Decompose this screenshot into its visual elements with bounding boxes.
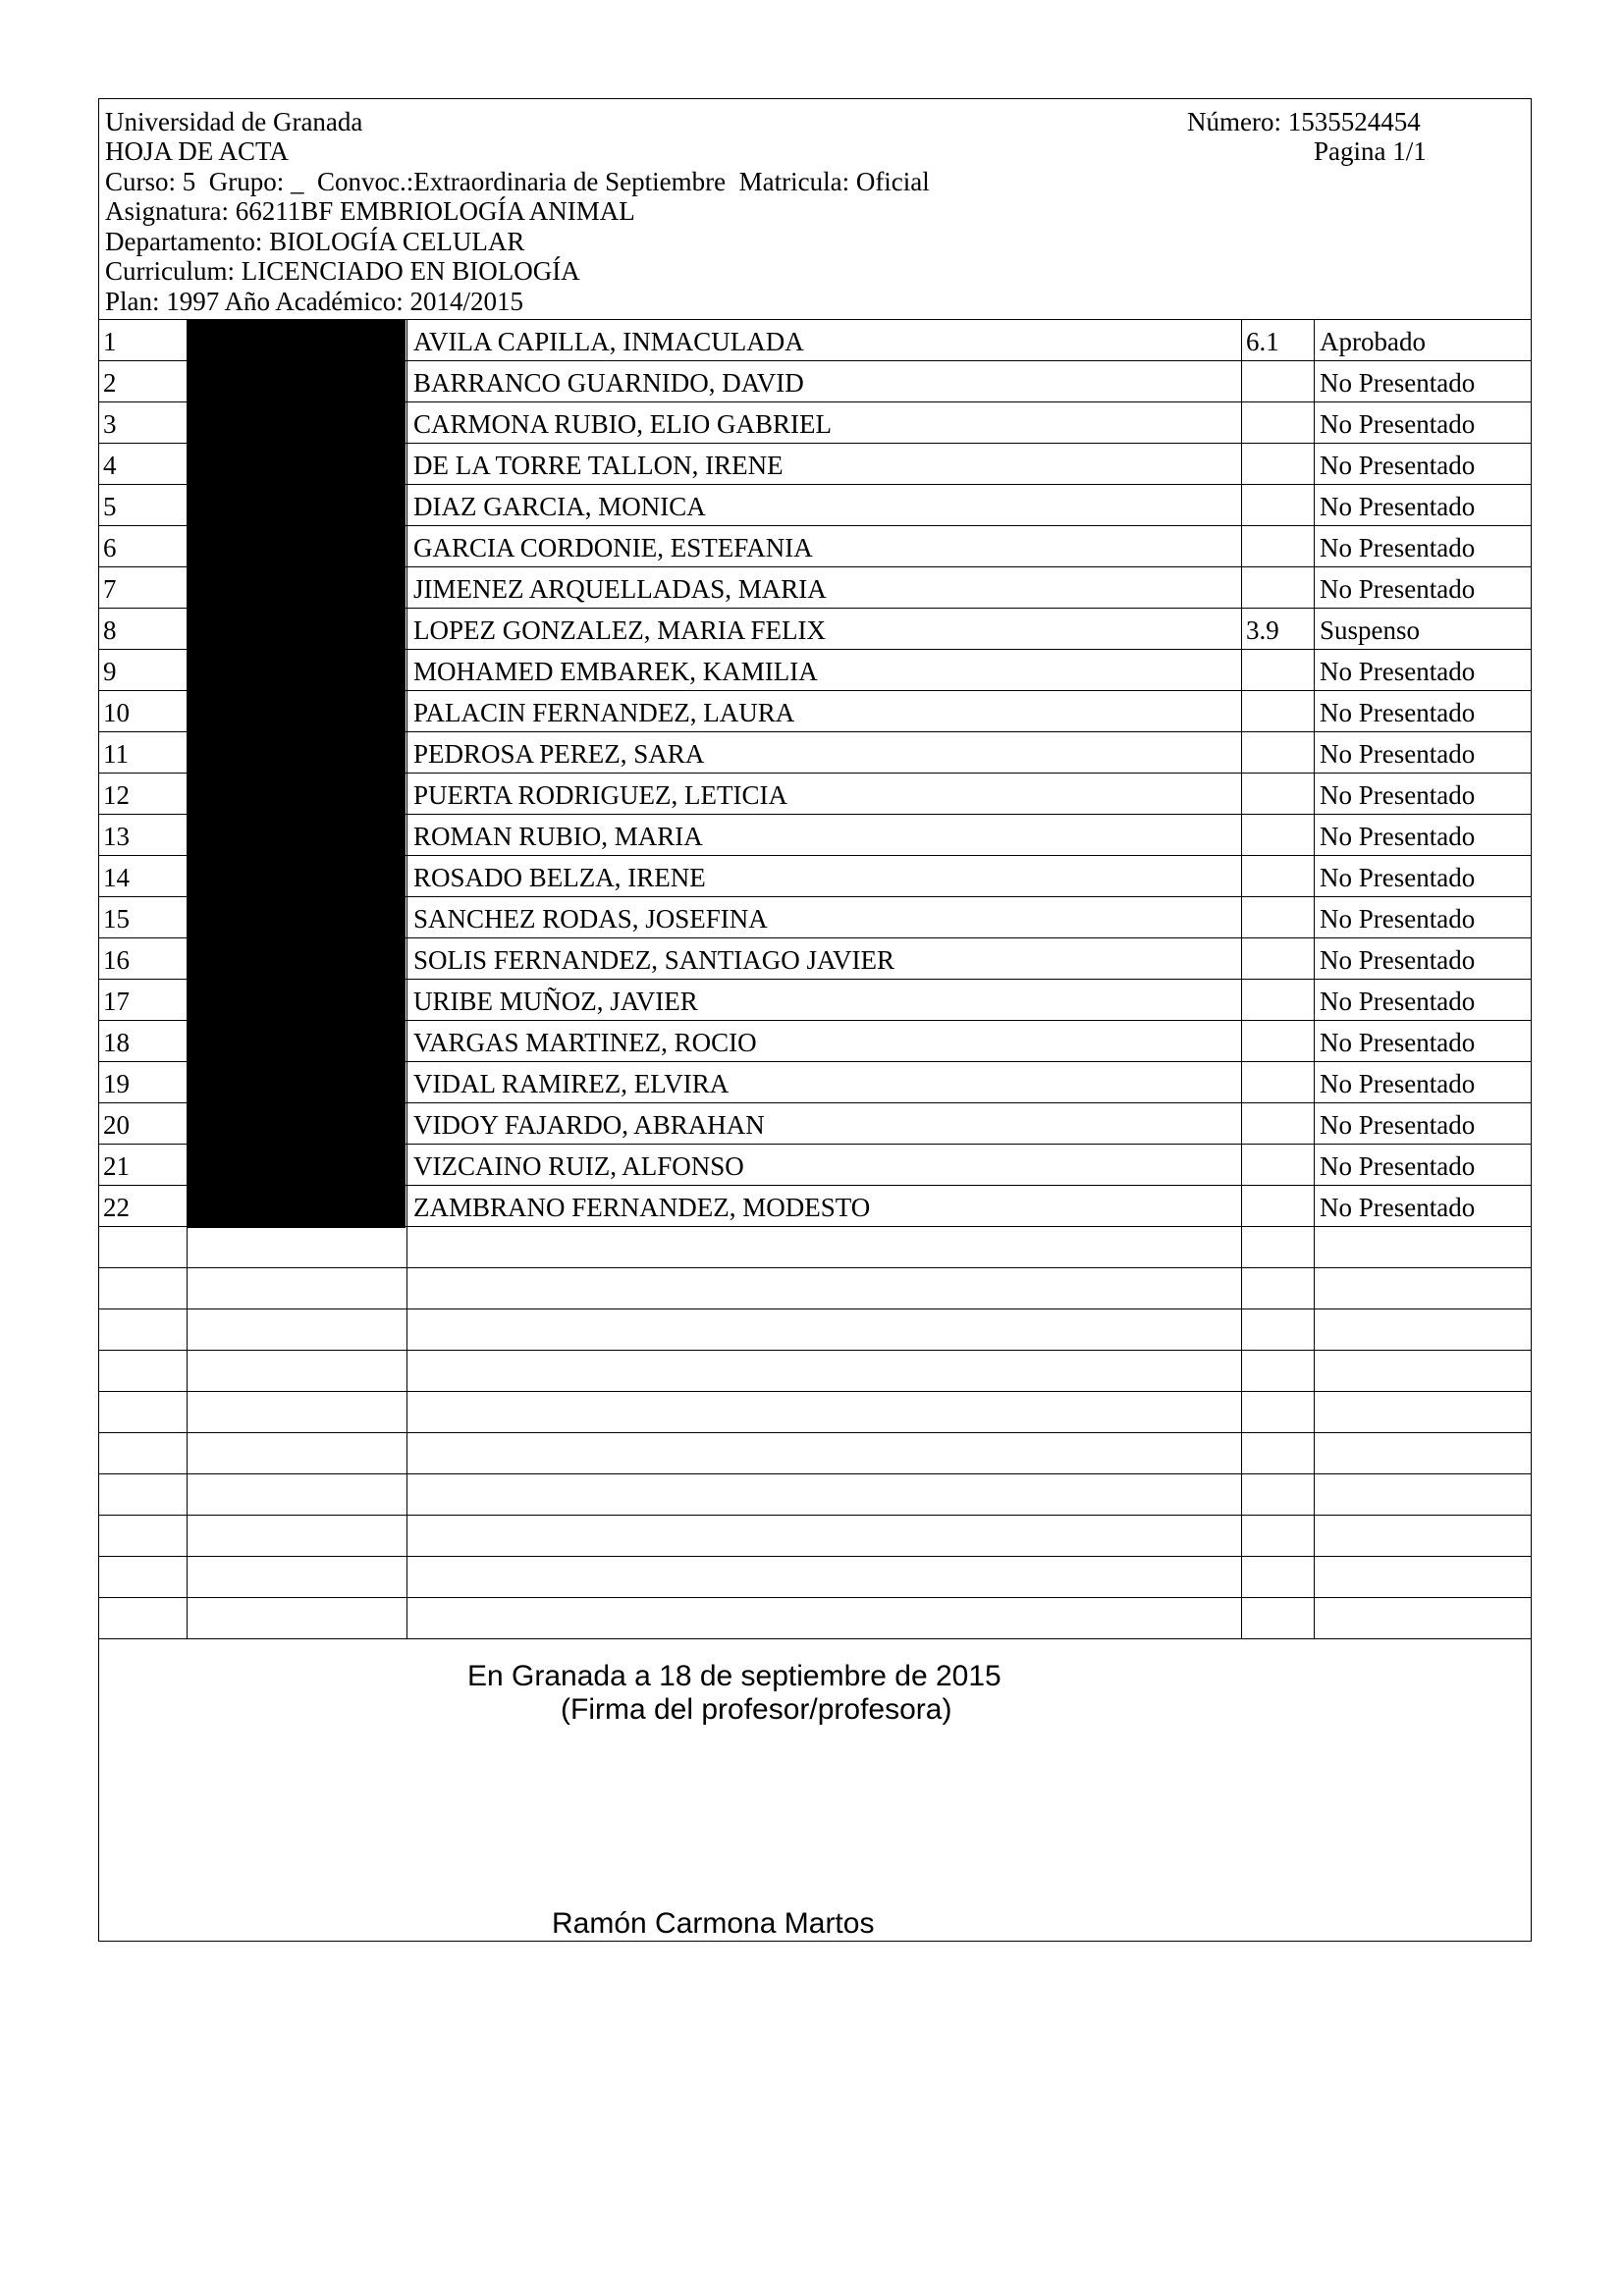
- student-grade: [1241, 1062, 1314, 1102]
- student-name: VIDOY FAJARDO, ABRAHAN: [406, 1103, 1241, 1144]
- student-grade: [1241, 980, 1314, 1020]
- empty-cell: [187, 1392, 406, 1432]
- empty-cell: [1314, 1516, 1531, 1556]
- student-result: No Presentado: [1314, 485, 1531, 525]
- redaction-block: [188, 320, 406, 1228]
- empty-table-row: [99, 1351, 1531, 1392]
- empty-cell: [1314, 1598, 1531, 1638]
- student-grade: [1241, 691, 1314, 731]
- student-grade: [1241, 1186, 1314, 1226]
- student-result: No Presentado: [1314, 402, 1531, 443]
- subject-info: Asignatura: 66211BF EMBRIOLOGÍA ANIMAL: [105, 196, 635, 226]
- student-grade: [1241, 402, 1314, 443]
- empty-cell: [187, 1474, 406, 1515]
- student-result: No Presentado: [1314, 444, 1531, 484]
- empty-cell: [187, 1351, 406, 1391]
- student-result: Aprobado: [1314, 320, 1531, 360]
- empty-cell: [1241, 1351, 1314, 1391]
- student-result: No Presentado: [1314, 1186, 1531, 1226]
- empty-table-row: [99, 1392, 1531, 1433]
- empty-table-row: [99, 1433, 1531, 1474]
- empty-cell: [99, 1351, 187, 1391]
- empty-table-row: [99, 1557, 1531, 1598]
- empty-cell: [1241, 1433, 1314, 1473]
- row-number: 19: [103, 1069, 130, 1098]
- empty-cell: [1241, 1474, 1314, 1515]
- row-number: 15: [103, 904, 130, 934]
- empty-table-row: [99, 1268, 1531, 1309]
- empty-table-row: [99, 1227, 1531, 1268]
- row-number: 21: [103, 1151, 130, 1181]
- student-name: URIBE MUÑOZ, JAVIER: [406, 980, 1241, 1020]
- student-name: BARRANCO GUARNIDO, DAVID: [406, 361, 1241, 401]
- row-number: 22: [103, 1193, 130, 1222]
- empty-cell: [406, 1227, 1241, 1267]
- student-result: No Presentado: [1314, 815, 1531, 855]
- student-result: No Presentado: [1314, 732, 1531, 773]
- student-name: DE LA TORRE TALLON, IRENE: [406, 444, 1241, 484]
- student-result: No Presentado: [1314, 1103, 1531, 1144]
- student-name: LOPEZ GONZALEZ, MARIA FELIX: [406, 609, 1241, 649]
- empty-cell: [406, 1516, 1241, 1556]
- row-number: 3: [103, 409, 117, 439]
- student-grade: [1241, 1103, 1314, 1144]
- row-number: 20: [103, 1110, 130, 1140]
- row-number: 5: [103, 492, 117, 521]
- empty-table-row: [99, 1516, 1531, 1557]
- empty-cell: [99, 1309, 187, 1350]
- empty-cell: [1314, 1392, 1531, 1432]
- student-table: [99, 320, 1531, 1639]
- row-number: 10: [103, 698, 130, 727]
- student-result: No Presentado: [1314, 567, 1531, 608]
- student-result: No Presentado: [1314, 774, 1531, 814]
- student-name: JIMENEZ ARQUELLADAS, MARIA: [406, 567, 1241, 608]
- empty-cell: [187, 1268, 406, 1308]
- empty-cell: [406, 1309, 1241, 1350]
- row-number: 2: [103, 368, 117, 398]
- student-grade: [1241, 444, 1314, 484]
- empty-cell: [1314, 1227, 1531, 1267]
- row-number: 17: [103, 987, 130, 1016]
- empty-cell: [1314, 1474, 1531, 1515]
- empty-cell: [1241, 1227, 1314, 1267]
- empty-table-row: [99, 1474, 1531, 1516]
- student-grade: [1241, 1145, 1314, 1185]
- empty-cell: [1241, 1598, 1314, 1638]
- row-number: 4: [103, 451, 117, 480]
- row-number: 6: [103, 533, 117, 562]
- student-grade: 3.9: [1241, 609, 1314, 649]
- student-grade: [1241, 567, 1314, 608]
- document-number: Número: 1535524454: [1187, 107, 1421, 136]
- empty-cell: [99, 1433, 187, 1473]
- empty-cell: [1241, 1392, 1314, 1432]
- professor-name: Ramón Carmona Martos: [552, 1907, 875, 1940]
- empty-cell: [187, 1227, 406, 1267]
- empty-cell: [187, 1557, 406, 1597]
- student-result: No Presentado: [1314, 980, 1531, 1020]
- sheet-type: HOJA DE ACTA: [105, 136, 289, 166]
- student-grade: [1241, 774, 1314, 814]
- empty-cell: [99, 1392, 187, 1432]
- empty-cell: [406, 1557, 1241, 1597]
- row-number: 7: [103, 574, 117, 604]
- row-number: 14: [103, 863, 130, 892]
- empty-cell: [1314, 1309, 1531, 1350]
- empty-cell: [406, 1474, 1241, 1515]
- student-grade: [1241, 650, 1314, 690]
- empty-cell: [187, 1598, 406, 1638]
- student-result: No Presentado: [1314, 650, 1531, 690]
- student-grade: [1241, 361, 1314, 401]
- row-number: 1: [103, 327, 117, 356]
- empty-cell: [406, 1392, 1241, 1432]
- student-grade: [1241, 526, 1314, 566]
- plan-info: Plan: 1997 Año Académico: 2014/2015: [105, 287, 523, 316]
- empty-table-row: [99, 1598, 1531, 1639]
- empty-cell: [99, 1474, 187, 1515]
- empty-cell: [99, 1227, 187, 1267]
- student-name: PEDROSA PEREZ, SARA: [406, 732, 1241, 773]
- student-name: AVILA CAPILLA, INMACULADA: [406, 320, 1241, 360]
- empty-cell: [99, 1598, 187, 1638]
- student-result: No Presentado: [1314, 1145, 1531, 1185]
- student-result: No Presentado: [1314, 897, 1531, 937]
- empty-cell: [99, 1268, 187, 1308]
- student-grade: 6.1: [1241, 320, 1314, 360]
- university-name: Universidad de Granada: [105, 107, 363, 136]
- student-grade: [1241, 815, 1314, 855]
- empty-cell: [1314, 1268, 1531, 1308]
- row-number: 16: [103, 945, 130, 975]
- student-result: No Presentado: [1314, 938, 1531, 979]
- student-grade: [1241, 856, 1314, 896]
- student-result: No Presentado: [1314, 361, 1531, 401]
- empty-cell: [187, 1516, 406, 1556]
- student-grade: [1241, 485, 1314, 525]
- sheet-header: [99, 99, 1531, 320]
- row-number: 12: [103, 780, 130, 810]
- student-name: ZAMBRANO FERNANDEZ, MODESTO: [406, 1186, 1241, 1226]
- row-number: 11: [103, 739, 129, 769]
- empty-table-row: [99, 1309, 1531, 1351]
- empty-cell: [1241, 1516, 1314, 1556]
- empty-cell: [1241, 1309, 1314, 1350]
- student-name: GARCIA CORDONIE, ESTEFANIA: [406, 526, 1241, 566]
- student-name: MOHAMED EMBAREK, KAMILIA: [406, 650, 1241, 690]
- student-grade: [1241, 897, 1314, 937]
- row-number: 13: [103, 822, 130, 851]
- student-name: VIDAL RAMIREZ, ELVIRA: [406, 1062, 1241, 1102]
- student-result: Suspenso: [1314, 609, 1531, 649]
- student-name: DIAZ GARCIA, MONICA: [406, 485, 1241, 525]
- student-result: No Presentado: [1314, 1021, 1531, 1061]
- student-name: VARGAS MARTINEZ, ROCIO: [406, 1021, 1241, 1061]
- student-name: PALACIN FERNANDEZ, LAURA: [406, 691, 1241, 731]
- student-grade: [1241, 1021, 1314, 1061]
- student-result: No Presentado: [1314, 526, 1531, 566]
- student-result: No Presentado: [1314, 691, 1531, 731]
- empty-cell: [406, 1268, 1241, 1308]
- student-name: ROSADO BELZA, IRENE: [406, 856, 1241, 896]
- empty-cell: [99, 1557, 187, 1597]
- row-number: 18: [103, 1028, 130, 1057]
- student-name: PUERTA RODRIGUEZ, LETICIA: [406, 774, 1241, 814]
- empty-cell: [187, 1309, 406, 1350]
- signing-date: En Granada a 18 de septiembre de 2015: [467, 1660, 1001, 1692]
- course-info: Curso: 5 Grupo: _ Convoc.:Extraordinaria de Septiembre Matricula: Oficial: [105, 167, 930, 196]
- empty-cell: [1314, 1433, 1531, 1473]
- student-name: VIZCAINO RUIZ, ALFONSO: [406, 1145, 1241, 1185]
- row-number: 8: [103, 615, 117, 645]
- student-result: No Presentado: [1314, 856, 1531, 896]
- empty-cell: [99, 1516, 187, 1556]
- student-grade: [1241, 732, 1314, 773]
- empty-cell: [406, 1598, 1241, 1638]
- student-result: No Presentado: [1314, 1062, 1531, 1102]
- row-number: 9: [103, 657, 117, 686]
- empty-cell: [1314, 1351, 1531, 1391]
- empty-cell: [406, 1351, 1241, 1391]
- student-name: SOLIS FERNANDEZ, SANTIAGO JAVIER: [406, 938, 1241, 979]
- empty-cell: [406, 1433, 1241, 1473]
- empty-cell: [1241, 1557, 1314, 1597]
- signature-label: (Firma del profesor/profesora): [561, 1693, 952, 1726]
- empty-cell: [1241, 1268, 1314, 1308]
- sheet-footer: [99, 1638, 1531, 1941]
- page-number: Pagina 1/1: [1314, 136, 1427, 166]
- student-name: ROMAN RUBIO, MARIA: [406, 815, 1241, 855]
- student-name: SANCHEZ RODAS, JOSEFINA: [406, 897, 1241, 937]
- grade-sheet: [98, 98, 1532, 1942]
- department-info: Departamento: BIOLOGÍA CELULAR: [105, 227, 525, 256]
- student-grade: [1241, 938, 1314, 979]
- student-name: CARMONA RUBIO, ELIO GABRIEL: [406, 402, 1241, 443]
- empty-cell: [1314, 1557, 1531, 1597]
- curriculum-info: Curriculum: LICENCIADO EN BIOLOGÍA: [105, 256, 580, 286]
- empty-cell: [187, 1433, 406, 1473]
